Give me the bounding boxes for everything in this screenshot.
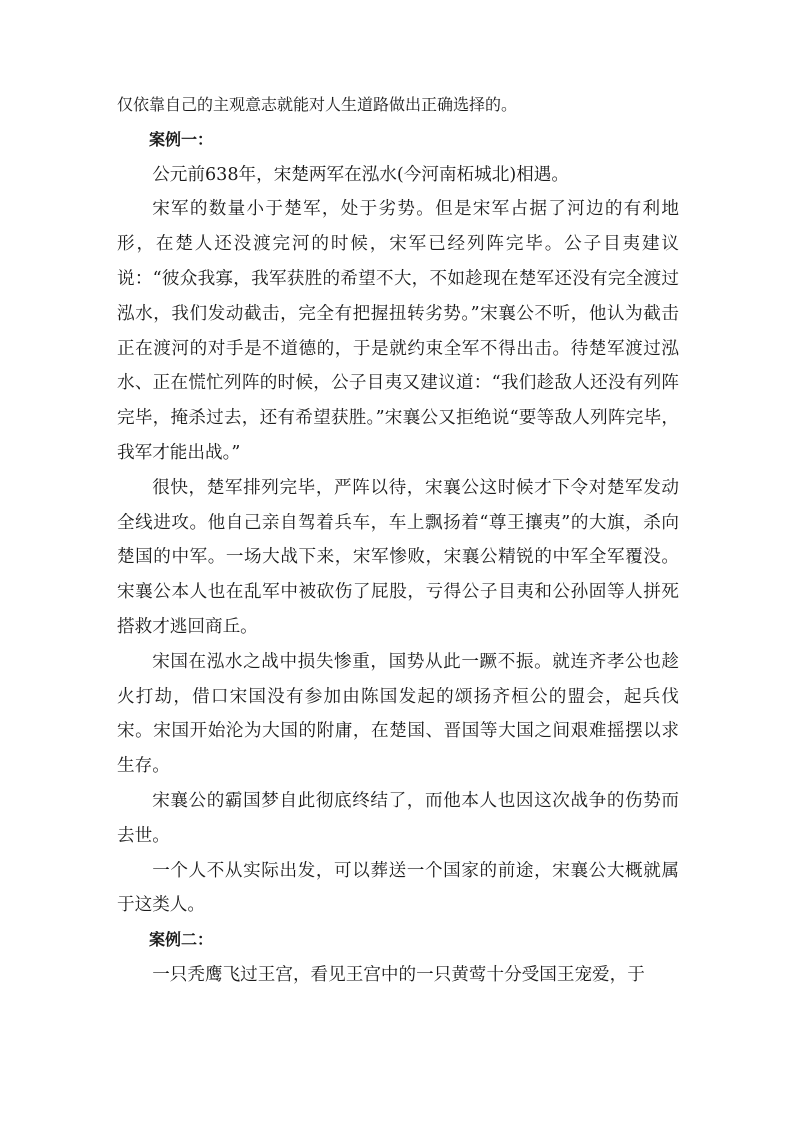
intro-line: 仅依靠自己的主观意志就能对人生道路做出正确选择的。	[117, 95, 518, 114]
case1-paragraph-3: 很快，楚军排列完毕，严阵以待，宋襄公这时候才下令对楚军发动全线进攻。他自己亲自驾着兵车，车上飘扬着“尊王攘夷”的大旗，杀向楚国的中军。一场大战下来，宋军惨败，宋襄公精锐的中军全军覆没。宋襄公本人也在乱军中被砍伤了屁股，亏得公子目夷和公孙固等人拼死搭救才逃回商丘。	[117, 477, 679, 637]
case1-paragraph-5: 宋襄公的霸国梦自此彻底终结了，而他本人也因这次战争的伤势而去世。	[117, 790, 679, 846]
case2-heading: 案例二：	[149, 930, 214, 950]
case1-paragraph-4: 宋国在泓水之战中损失惨重，国势从此一蹶不振。就连齐孝公也趁火打劫，借口宋国没有参加由陈国发起的颂扬齐桓公的盟会，起兵伐宋。宋国开始沦为大国的附庸，在楚国、晋国等大国之间艰难摇摆以求生存。	[117, 651, 679, 777]
case1-paragraph-2: 宋军的数量小于楚军，处于劣势。但是宋军占据了河边的有利地形，在楚人还没渡完河的时候，宋军已经列阵完毕。公子目夷建议说：“彼众我寡，我军获胜的希望不大，不如趁现在楚军还没有完全渡过泓水，我们发动截击，完全有把握扭转劣势。”宋襄公不听，他认为截击正在渡河的对手是不道德的，于是就约束全军不得出击。待楚军渡过泓水、正在慌忙列阵的时候，公子目夷又建议道：“我们趁敌人还没有列阵完毕，掩杀过去，还有希望获胜。”宋襄公又拒绝说“要等敌人列阵完毕，我军才能出战。”	[117, 199, 679, 463]
case2-paragraph-1: 一只秃鹰飞过王宫，看见王宫中的一只黄莺十分受国王宠爱，于	[152, 964, 645, 985]
case1-heading: 案例一：	[149, 129, 214, 149]
document-page	[117, 88, 679, 993]
case1-paragraph-6: 一个人不从实际出发，可以葬送一个国家的前途，宋襄公大概就属于这类人。	[117, 860, 679, 916]
case1-paragraph-1: 公元前638年，宋楚两军在泓水(今河南柘城北)相遇。	[152, 164, 569, 185]
